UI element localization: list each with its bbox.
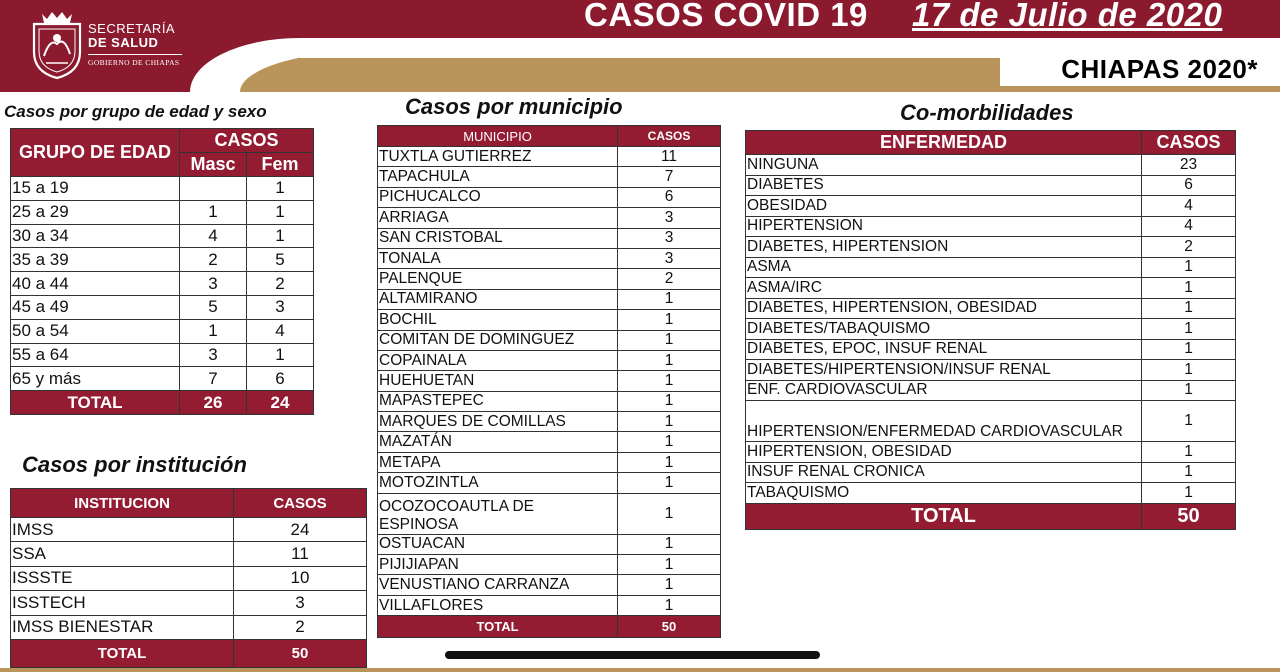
municipio-row bbox=[378, 432, 721, 452]
comorbilidades-row-name: ENF. CARDIOVASCULAR bbox=[746, 380, 1142, 401]
edad-row-masc: 7 bbox=[180, 367, 247, 391]
edad-row-fem: 6 bbox=[247, 367, 314, 391]
edad-row-grupo: 65 y más bbox=[11, 367, 180, 391]
comorbilidades-row bbox=[746, 278, 1236, 299]
edad-row-fem: 1 bbox=[247, 343, 314, 367]
municipio-row bbox=[378, 534, 721, 554]
comorbilidades-row-name: DIABETES, HIPERTENSION bbox=[746, 237, 1142, 258]
comorbilidades-table bbox=[745, 130, 1236, 530]
municipio-row-casos: 1 bbox=[618, 350, 721, 370]
comorbilidades-row-name: DIABETES bbox=[746, 175, 1142, 196]
municipio-row bbox=[378, 330, 721, 350]
municipio-row-name: HUEHUETAN bbox=[378, 371, 618, 391]
institucion-row bbox=[11, 615, 367, 639]
institucion-row bbox=[11, 591, 367, 615]
municipio-row-casos: 7 bbox=[618, 167, 721, 187]
edad-row bbox=[11, 200, 314, 224]
home-indicator[interactable] bbox=[445, 651, 820, 659]
municipio-row-casos: 1 bbox=[618, 473, 721, 493]
municipio-row-casos: 2 bbox=[618, 269, 721, 289]
institucion-header-name: INSTITUCION bbox=[11, 489, 234, 518]
municipio-row bbox=[378, 248, 721, 268]
edad-row bbox=[11, 224, 314, 248]
comorbilidades-row bbox=[746, 155, 1236, 176]
institucion-row-casos: 24 bbox=[234, 518, 367, 542]
municipio-row-casos: 6 bbox=[618, 187, 721, 207]
institucion-total-casos: 50 bbox=[234, 639, 367, 667]
edad-row-fem: 3 bbox=[247, 295, 314, 319]
edad-row-grupo: 40 a 44 bbox=[11, 272, 180, 296]
municipio-row bbox=[378, 412, 721, 432]
edad-row bbox=[11, 343, 314, 367]
logo-line-2: DE SALUD bbox=[88, 35, 159, 50]
municipio-row-name: TUXTLA GUTIERREZ bbox=[378, 147, 618, 167]
municipio-row bbox=[378, 391, 721, 411]
municipio-row-casos: 11 bbox=[618, 147, 721, 167]
edad-row-masc: 2 bbox=[180, 248, 247, 272]
comorbilidades-row-casos: 2 bbox=[1142, 237, 1236, 258]
institucion-row-casos: 11 bbox=[234, 542, 367, 566]
comorbilidades-row-name: HIPERTENSION/ENFERMEDAD CARDIOVASCULAR bbox=[746, 401, 1142, 442]
municipio-header-casos: CASOS bbox=[618, 126, 721, 147]
edad-header-fem: Fem bbox=[247, 153, 314, 177]
comorbilidades-header-name: ENFERMEDAD bbox=[746, 131, 1142, 155]
edad-row-grupo: 25 a 29 bbox=[11, 200, 180, 224]
municipio-row-casos: 1 bbox=[618, 555, 721, 575]
comorbilidades-row-casos: 1 bbox=[1142, 278, 1236, 299]
edad-row-masc: 1 bbox=[180, 319, 247, 343]
municipio-row bbox=[378, 187, 721, 207]
comorbilidades-row-casos: 1 bbox=[1142, 462, 1236, 483]
comorbilidades-total-row bbox=[746, 503, 1236, 529]
edad-row-masc: 4 bbox=[180, 224, 247, 248]
municipio-table bbox=[377, 125, 721, 638]
municipio-row-name: PICHUCALCO bbox=[378, 187, 618, 207]
comorbilidades-row-name: DIABETES/TABAQUISMO bbox=[746, 319, 1142, 340]
comorbilidades-row-casos: 1 bbox=[1142, 339, 1236, 360]
comorbilidades-row bbox=[746, 319, 1236, 340]
municipio-row-name: MARQUES DE COMILLAS bbox=[378, 412, 618, 432]
edad-table bbox=[10, 128, 314, 415]
edad-row-grupo: 55 a 64 bbox=[11, 343, 180, 367]
edad-section-title: Casos por grupo de edad y sexo bbox=[4, 102, 267, 121]
municipio-total-row bbox=[378, 616, 721, 638]
institucion-total-row bbox=[11, 639, 367, 667]
municipio-row bbox=[378, 595, 721, 615]
municipio-row bbox=[378, 555, 721, 575]
comorbilidades-row-casos: 1 bbox=[1142, 483, 1236, 504]
comorbilidades-row bbox=[746, 483, 1236, 504]
edad-row-grupo: 30 a 34 bbox=[11, 224, 180, 248]
institucion-row bbox=[11, 518, 367, 542]
municipio-header-name: MUNICIPIO bbox=[378, 126, 618, 147]
institucion-row bbox=[11, 566, 367, 590]
comorbilidades-row bbox=[746, 339, 1236, 360]
institucion-row bbox=[11, 542, 367, 566]
municipio-row bbox=[378, 147, 721, 167]
comorbilidades-row-casos: 1 bbox=[1142, 380, 1236, 401]
municipio-row bbox=[378, 167, 721, 187]
comorbilidades-row-casos: 1 bbox=[1142, 442, 1236, 463]
comorbilidades-row-name: DIABETES, HIPERTENSION, OBESIDAD bbox=[746, 298, 1142, 319]
edad-row bbox=[11, 295, 314, 319]
edad-row-masc bbox=[180, 177, 247, 201]
comorbilidades-row bbox=[746, 380, 1236, 401]
comorbilidades-row-casos: 23 bbox=[1142, 155, 1236, 176]
municipio-row-name: TAPACHULA bbox=[378, 167, 618, 187]
municipio-row-casos: 1 bbox=[618, 452, 721, 472]
comorbilidades-row-name: HIPERTENSION, OBESIDAD bbox=[746, 442, 1142, 463]
edad-total-row bbox=[11, 391, 314, 415]
municipio-row-name: PALENQUE bbox=[378, 269, 618, 289]
edad-row-fem: 1 bbox=[247, 177, 314, 201]
municipio-row-name: COPAINALA bbox=[378, 350, 618, 370]
municipio-row-casos: 3 bbox=[618, 248, 721, 268]
comorbilidades-row-name: ASMA/IRC bbox=[746, 278, 1142, 299]
edad-row-grupo: 35 a 39 bbox=[11, 248, 180, 272]
municipio-row-name: MAZATÁN bbox=[378, 432, 618, 452]
page-date: 17 de Julio de 2020 bbox=[912, 0, 1223, 33]
region-label: CHIAPAS 2020* bbox=[1061, 54, 1258, 84]
logo-text bbox=[88, 22, 182, 67]
comorbilidades-row-casos: 1 bbox=[1142, 319, 1236, 340]
municipio-row-name: METAPA bbox=[378, 452, 618, 472]
municipio-row bbox=[378, 208, 721, 228]
institucion-row-name: SSA bbox=[11, 542, 234, 566]
logo-line-1: SECRETARÍA bbox=[88, 21, 176, 36]
edad-row-masc: 3 bbox=[180, 343, 247, 367]
comorbilidades-row bbox=[746, 196, 1236, 217]
logo-line-3: GOBIERNO DE CHIAPAS bbox=[88, 58, 180, 67]
edad-header-casos: CASOS bbox=[180, 129, 314, 153]
institucion-header-casos: CASOS bbox=[234, 489, 367, 518]
municipio-row-casos: 1 bbox=[618, 412, 721, 432]
municipio-total-casos: 50 bbox=[618, 616, 721, 638]
municipio-row-casos: 1 bbox=[618, 534, 721, 554]
footer-strip bbox=[0, 668, 1280, 672]
edad-header-grupo: GRUPO DE EDAD bbox=[11, 129, 180, 177]
comorbilidades-row-name: INSUF RENAL CRONICA bbox=[746, 462, 1142, 483]
municipio-row bbox=[378, 350, 721, 370]
comorbilidades-row-casos: 4 bbox=[1142, 196, 1236, 217]
edad-row-fem: 1 bbox=[247, 224, 314, 248]
comorbilidades-row-casos: 1 bbox=[1142, 401, 1236, 442]
municipio-row bbox=[378, 310, 721, 330]
edad-row-fem: 4 bbox=[247, 319, 314, 343]
comorbilidades-row-name: DIABETES, EPOC, INSUF RENAL bbox=[746, 339, 1142, 360]
municipio-row-casos: 1 bbox=[618, 575, 721, 595]
municipio-row bbox=[378, 493, 721, 534]
page-title: CASOS COVID 19 bbox=[584, 0, 868, 33]
institucion-row-casos: 10 bbox=[234, 566, 367, 590]
institucion-total-label: TOTAL bbox=[11, 639, 234, 667]
logo-divider bbox=[88, 54, 182, 55]
municipio-row bbox=[378, 289, 721, 309]
comorbilidades-row bbox=[746, 237, 1236, 258]
municipio-row-casos: 1 bbox=[618, 391, 721, 411]
comorbilidades-row bbox=[746, 216, 1236, 237]
municipio-row bbox=[378, 473, 721, 493]
municipio-row-name: PIJIJIAPAN bbox=[378, 555, 618, 575]
edad-row-masc: 5 bbox=[180, 295, 247, 319]
comorbilidades-header-casos: CASOS bbox=[1142, 131, 1236, 155]
edad-row-masc: 3 bbox=[180, 272, 247, 296]
institucion-row-name: IMSS BIENESTAR bbox=[11, 615, 234, 639]
comorbilidades-row bbox=[746, 360, 1236, 381]
municipio-row bbox=[378, 228, 721, 248]
municipio-row-casos: 3 bbox=[618, 228, 721, 248]
comorbilidades-total-label: TOTAL bbox=[746, 503, 1142, 529]
institucion-section-title: Casos por institución bbox=[22, 452, 247, 477]
municipio-row-casos: 3 bbox=[618, 208, 721, 228]
municipio-row-name: OCOZOCOAUTLA DE ESPINOSA bbox=[378, 493, 618, 534]
municipio-row-name: COMITAN DE DOMINGUEZ bbox=[378, 330, 618, 350]
edad-total-label: TOTAL bbox=[11, 391, 180, 415]
comorbilidades-row-casos: 6 bbox=[1142, 175, 1236, 196]
municipio-total-label: TOTAL bbox=[378, 616, 618, 638]
municipio-row-casos: 1 bbox=[618, 432, 721, 452]
edad-row-masc: 1 bbox=[180, 200, 247, 224]
municipio-row-casos: 1 bbox=[618, 310, 721, 330]
institucion-row-casos: 2 bbox=[234, 615, 367, 639]
comorbilidades-row bbox=[746, 462, 1236, 483]
municipio-row-casos: 1 bbox=[618, 371, 721, 391]
municipio-row-name: ARRIAGA bbox=[378, 208, 618, 228]
comorbilidades-row-casos: 1 bbox=[1142, 360, 1236, 381]
municipio-row-name: OSTUACAN bbox=[378, 534, 618, 554]
municipio-row bbox=[378, 452, 721, 472]
edad-row bbox=[11, 272, 314, 296]
municipio-row bbox=[378, 575, 721, 595]
comorbilidades-row bbox=[746, 257, 1236, 278]
institucion-table bbox=[10, 488, 367, 668]
edad-row bbox=[11, 248, 314, 272]
municipio-row-name: VENUSTIANO CARRANZA bbox=[378, 575, 618, 595]
municipio-row-name: BOCHIL bbox=[378, 310, 618, 330]
chiapas-coat-of-arms-icon bbox=[30, 8, 84, 80]
comorbilidades-row bbox=[746, 298, 1236, 319]
comorbilidades-row-name: HIPERTENSION bbox=[746, 216, 1142, 237]
institucion-row-name: ISSTECH bbox=[11, 591, 234, 615]
comorbilidades-row-name: DIABETES/HIPERTENSION/INSUF RENAL bbox=[746, 360, 1142, 381]
comorbilidades-row bbox=[746, 175, 1236, 196]
comorbilidades-row-name: ASMA bbox=[746, 257, 1142, 278]
municipio-row-casos: 1 bbox=[618, 493, 721, 534]
comorbilidades-row bbox=[746, 401, 1236, 442]
institucion-row-casos: 3 bbox=[234, 591, 367, 615]
municipio-row-name: VILLAFLORES bbox=[378, 595, 618, 615]
edad-row bbox=[11, 367, 314, 391]
municipio-row bbox=[378, 371, 721, 391]
institucion-row-name: ISSSTE bbox=[11, 566, 234, 590]
edad-row-fem: 2 bbox=[247, 272, 314, 296]
comorbilidades-row bbox=[746, 442, 1236, 463]
edad-row-fem: 1 bbox=[247, 200, 314, 224]
comorbilidades-row-casos: 1 bbox=[1142, 257, 1236, 278]
municipio-row-name: MAPASTEPEC bbox=[378, 391, 618, 411]
edad-row-grupo: 15 a 19 bbox=[11, 177, 180, 201]
edad-row bbox=[11, 177, 314, 201]
municipio-row-casos: 1 bbox=[618, 289, 721, 309]
edad-row-fem: 5 bbox=[247, 248, 314, 272]
municipio-row-casos: 1 bbox=[618, 330, 721, 350]
municipio-row-casos: 1 bbox=[618, 595, 721, 615]
municipio-row-name: ALTAMIRANO bbox=[378, 289, 618, 309]
municipio-row bbox=[378, 269, 721, 289]
comorbilidades-row-name: NINGUNA bbox=[746, 155, 1142, 176]
municipio-row-name: MOTOZINTLA bbox=[378, 473, 618, 493]
comorbilidades-section-title: Co-morbilidades bbox=[900, 100, 1074, 125]
edad-row-grupo: 45 a 49 bbox=[11, 295, 180, 319]
edad-header-masc: Masc bbox=[180, 153, 247, 177]
edad-row bbox=[11, 319, 314, 343]
comorbilidades-row-casos: 4 bbox=[1142, 216, 1236, 237]
comorbilidades-row-name: OBESIDAD bbox=[746, 196, 1142, 217]
edad-total-fem: 24 bbox=[247, 391, 314, 415]
institucion-row-name: IMSS bbox=[11, 518, 234, 542]
municipio-row-name: TONALA bbox=[378, 248, 618, 268]
comorbilidades-row-casos: 1 bbox=[1142, 298, 1236, 319]
municipio-row-name: SAN CRISTOBAL bbox=[378, 228, 618, 248]
edad-row-grupo: 50 a 54 bbox=[11, 319, 180, 343]
edad-total-masc: 26 bbox=[180, 391, 247, 415]
comorbilidades-total-casos: 50 bbox=[1142, 503, 1236, 529]
comorbilidades-row-name: TABAQUISMO bbox=[746, 483, 1142, 504]
municipio-section-title: Casos por municipio bbox=[405, 94, 623, 119]
